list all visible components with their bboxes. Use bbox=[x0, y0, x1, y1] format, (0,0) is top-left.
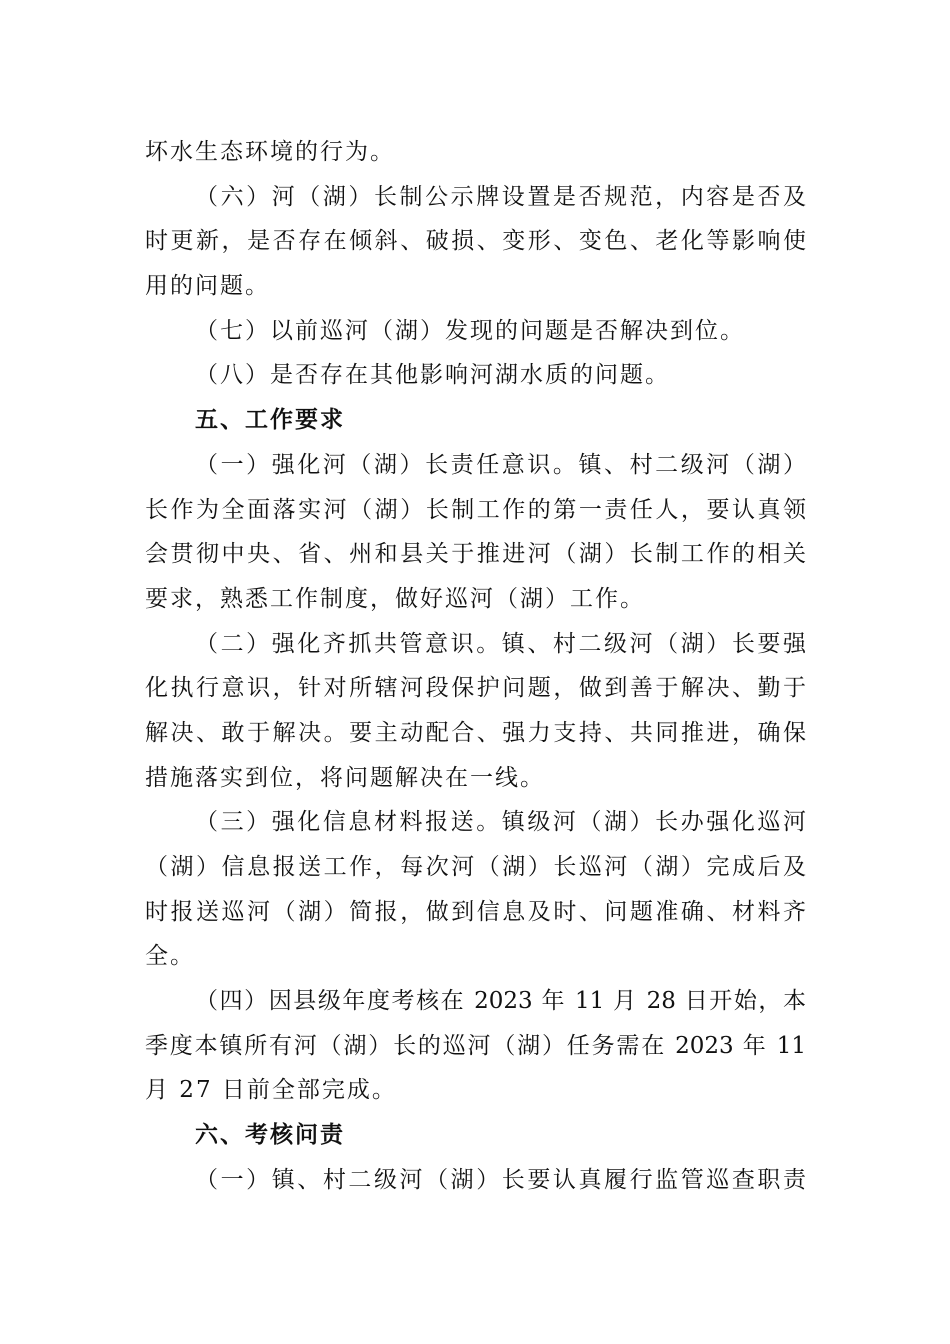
paragraph-line: （一）强化河（湖）长责任意识。镇、村二级河（湖） bbox=[195, 451, 806, 478]
paragraph-line: （七）以前巡河（湖）发现的问题是否解决到位。 bbox=[195, 317, 745, 344]
text-line: 时更新，是否存在倾斜、破损、变形、变色、老化等影响使 bbox=[145, 228, 806, 255]
text-line: 坏水生态环境的行为。 bbox=[145, 139, 395, 165]
document-page bbox=[145, 130, 806, 1203]
text-line: 季度本镇所有河（湖）长的巡河（湖）任务需在 2023 年 11 bbox=[145, 1032, 806, 1059]
section-heading: 六、考核问责 bbox=[195, 1122, 345, 1149]
text-line: 要求，熟悉工作制度，做好巡河（湖）工作。 bbox=[145, 585, 645, 612]
paragraph-line: （八）是否存在其他影响河湖水质的问题。 bbox=[195, 362, 670, 389]
text-line: 全。 bbox=[145, 943, 195, 970]
paragraph-line: （三）强化信息材料报送。镇级河（湖）长办强化巡河 bbox=[195, 809, 806, 836]
text-line: 用的问题。 bbox=[145, 273, 270, 300]
text-line: 时报送巡河（湖）简报，做到信息及时、问题准确、材料齐 bbox=[145, 898, 806, 925]
text-line: 解决、敢于解决。要主动配合、强力支持、共同推进，确保 bbox=[145, 719, 806, 746]
paragraph-line: （四）因县级年度考核在 2023 年 11 月 28 日开始，本 bbox=[195, 988, 806, 1015]
text-line: 长作为全面落实河（湖）长制工作的第一责任人，要认真领 bbox=[145, 496, 806, 523]
paragraph-line: （六）河（湖）长制公示牌设置是否规范，内容是否及 bbox=[195, 183, 806, 210]
paragraph-line: （二）强化齐抓共管意识。镇、村二级河（湖）长要强 bbox=[195, 630, 806, 657]
text-line: 月 27 日前全部完成。 bbox=[145, 1077, 397, 1104]
text-line: （湖）信息报送工作，每次河（湖）长巡河（湖）完成后及 bbox=[145, 854, 806, 880]
paragraph-line: （一）镇、村二级河（湖）长要认真履行监管巡查职责 bbox=[195, 1166, 806, 1193]
text-line: 措施落实到位，将问题解决在一线。 bbox=[145, 764, 545, 791]
text-line: 会贯彻中央、省、州和县关于推进河（湖）长制工作的相关 bbox=[145, 541, 806, 568]
text-line: 化执行意识，针对所辖河段保护问题，做到善于解决、勤于 bbox=[145, 675, 806, 702]
section-heading: 五、工作要求 bbox=[195, 407, 345, 434]
